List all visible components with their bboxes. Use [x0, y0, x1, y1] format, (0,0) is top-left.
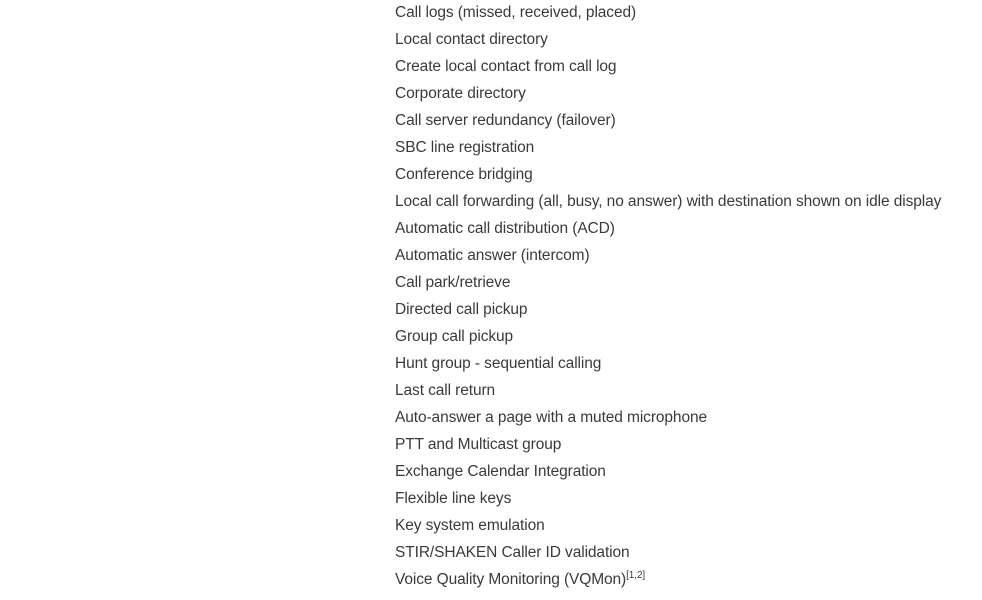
feature-conference-bridging: Conference bridging: [395, 166, 533, 183]
feature-sbc-line-registration: SBC line registration: [395, 139, 535, 156]
feature-corporate-directory: Corporate directory: [395, 85, 526, 102]
feature-directed-call-pickup: Directed call pickup: [395, 301, 528, 318]
feature-call-logs: Call logs (missed, received, placed): [395, 4, 637, 21]
feature-group-call-pickup: Group call pickup: [395, 328, 514, 345]
feature-last-call-return: Last call return: [395, 382, 496, 399]
feature-flexible-line-keys: Flexible line keys: [395, 490, 512, 507]
feature-local-contact-directory: Local contact directory: [395, 31, 548, 48]
feature-call-park: Call park/retrieve: [395, 274, 511, 291]
feature-call-server-redundancy: Call server redundancy (failover): [395, 112, 616, 129]
feature-exchange-calendar: Exchange Calendar Integration: [395, 463, 606, 480]
feature-create-local-contact: Create local contact from call log: [395, 58, 617, 75]
feature-auto-answer-page: Auto-answer a page with a muted microphone: [395, 409, 708, 426]
feature-acd: Automatic call distribution (ACD): [395, 220, 615, 237]
feature-automatic-answer: Automatic answer (intercom): [395, 247, 590, 264]
feature-stir-shaken: STIR/SHAKEN Caller ID validation: [395, 544, 630, 561]
feature-voice-quality-monitoring: [395, 569, 941, 596]
feature-hunt-group: Hunt group - sequential calling: [395, 355, 602, 372]
feature-local-call-forwarding: Local call forwarding (all, busy, no answer) with destination shown on idle display: [395, 193, 942, 210]
feature-ptt-multicast: PTT and Multicast group: [395, 436, 562, 453]
feature-list: [395, 2, 941, 596]
footnote-reference[interactable]: [1,2]: [626, 570, 646, 581]
feature-key-system-emulation: Key system emulation: [395, 517, 545, 534]
feature-voice-quality-monitoring-label: Voice Quality Monitoring (VQMon): [395, 571, 627, 588]
